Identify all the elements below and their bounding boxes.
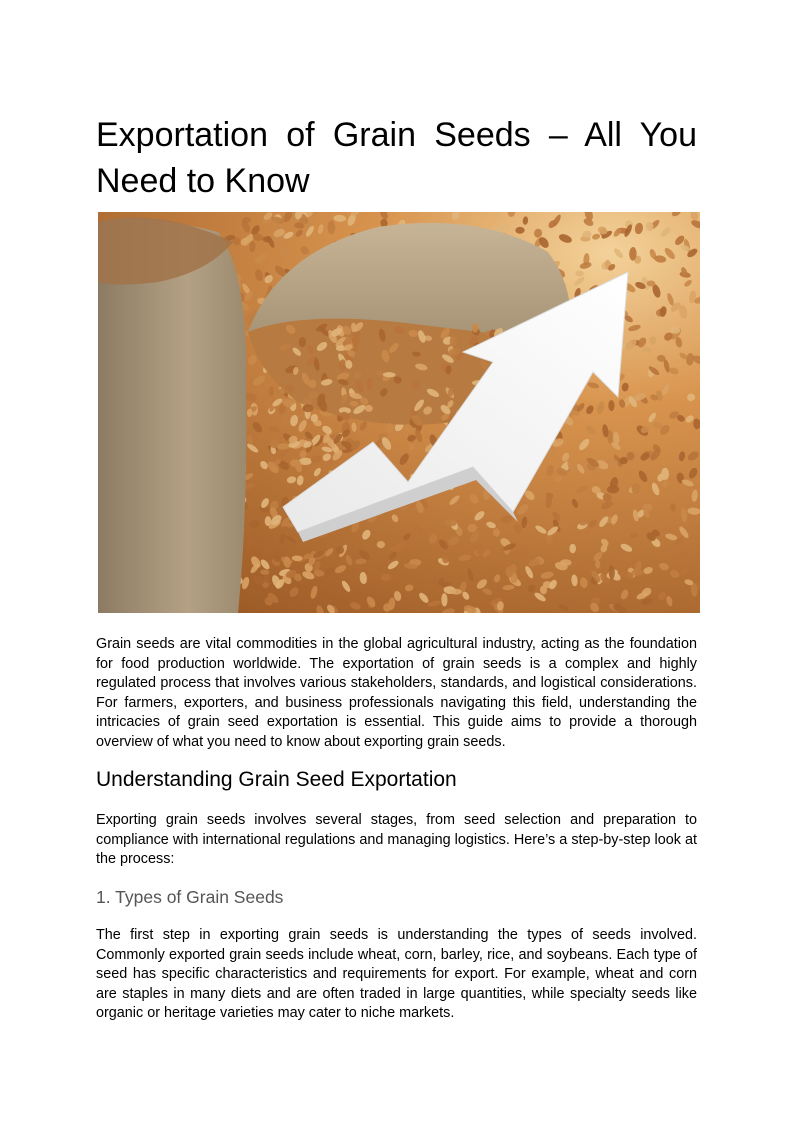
section-paragraph: Exporting grain seeds involves several stages, from seed selection and preparation to compliance with international regulations and managing logistics. Here’s a step-by-step look at the process: [96, 812, 697, 867]
subsection-paragraph: The first step in exporting grain seeds is understanding the types of seeds involved. Commonly exported grain seeds include wheat, corn, barley, rice, and soybeans. Each type of seed has specific characteristics and requirements for export. For example, wheat and corn are staples in many diets and are often traded in large quantities, while specialty seeds like organic or heritage varieties may cater to niche markets. [96, 927, 697, 1021]
intro-paragraph: Grain seeds are vital commodities in the global agricultural industry, acting as the foundation for food production worldwide. The exportation of grain seeds is a complex and highly regulated process that involves various stakeholders, standards, and logistical considerations. For farmers, exporters, and business professionals navigating this field, understanding the intricacies of grain seed exportation is essential. This guide aims to provide a thorough overview of what you need to know about exporting grain seeds. [96, 636, 697, 750]
grain-sacks-with-rising-arrow-photo [98, 212, 700, 613]
hero-image [98, 212, 700, 613]
subsection-heading: 1. Types of Grain Seeds [96, 887, 284, 907]
page-title: Exportation of Grain Seeds – All You Need to Know [96, 116, 697, 200]
section-heading: Understanding Grain Seed Exportation [96, 768, 457, 791]
